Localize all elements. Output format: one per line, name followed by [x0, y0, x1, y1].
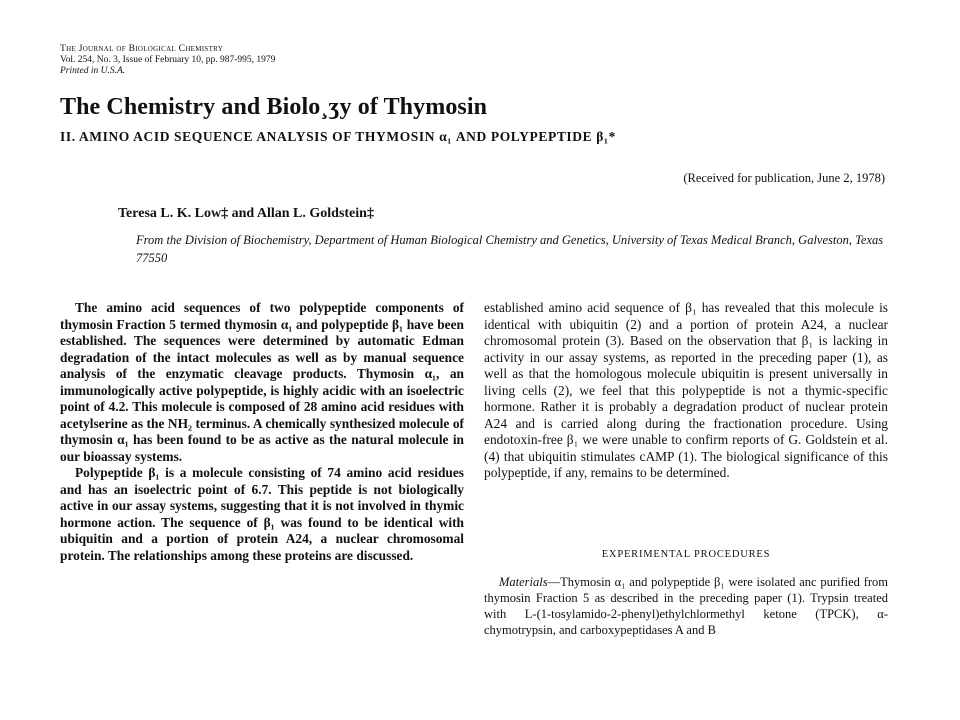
journal-header [60, 44, 275, 77]
journal-issue: Vol. 254, No. 3, Issue of February 10, pp. 987-995, 1979 [60, 55, 276, 65]
intro-paragraph: established amino acid sequence of β₁ has revealed that this molecule is identical with ubiquitin (2) and a portion of protein A24, a nuclear chromosomal protein (3). Based on the observation that β₁ is lacking in activity in our assay systems, as reported in the preceding paper (1), as well as that the homologous molecule ubiquitin is present universally in living cells (2), we feel that this polypeptide is not a thymic-specific hormone. Rather it is probably a degradation product of nuclear protein A24 and is carried along during the fractionation procedure. Using endotoxin-free β₁ we were unable to confirm reports of G. Goldstein et al. (4) that ubiquitin stimulates cAMP (1). The biological significance of this polypeptide, if any, remains to be determined. [484, 300, 888, 480]
article-title: The Chemistry and Biolo¸ʒy of Thymosin [60, 94, 488, 120]
materials-lead: Materials [499, 575, 548, 589]
received-date: (Received for publication, June 2, 1978) [683, 171, 885, 185]
materials-section [484, 574, 888, 638]
abstract-paragraph-1: The amino acid sequences of two polypeptide components of thymosin Fraction 5 termed thymosin α₁ and polypeptide β₁ have been established. The sequences were determined by automatic Edman degradation of the intact molecules as well as by manual sequence analysis of the enzymatic cleavage products. Thymosin α₁, an immunologically active polypeptide, is highly acidic with an isoelectric point of 4.2. This molecule is composed of 28 amino acid residues with acetylserine as the NH₂ terminus. A chemically synthesized molecule of thymosin α₁ has been found to be as active as the natural molecule in our bioassay systems. [60, 300, 464, 464]
article-subtitle: II. AMINO ACID SEQUENCE ANALYSIS OF THYMOSIN α₁ AND POLYPEPTIDE β₁* [60, 129, 616, 144]
materials-paragraph [484, 574, 888, 638]
materials-text: —Thymosin α₁ and polypeptide β₁ were isolated anc purified from thymosin Fraction 5 as described in the preceding paper (1). Trypsin treated with L-(1-tosylamido-2-phenyl)ethylchlormethyl ketone (TPCK), α-chymotrypsin, and carboxypeptidases A and B [484, 575, 888, 637]
printed-notice: Printed in U.S.A. [60, 66, 126, 76]
body-column-right [484, 300, 888, 482]
journal-name: The Journal of Biological Chemistry [60, 44, 224, 54]
section-heading: EXPERIMENTAL PROCEDURES [601, 549, 771, 560]
affiliation: From the Division of Biochemistry, Department of Human Biological Chemistry and Genetics, University of Texas Medical Branch, Galveston, Texas 77550 [136, 233, 884, 265]
authors: Teresa L. K. Low‡ and Allan L. Goldstein‡ [118, 206, 374, 221]
abstract [60, 300, 464, 564]
abstract-paragraph-2: Polypeptide β₁ is a molecule consisting of 74 amino acid residues and has an isoelectric point of 6.7. This peptide is not biologically active in our assay systems, suggesting that it is not involved in thymic hormone action. The sequence of β₁ was found to be identical with ubiquitin and a portion of protein A24, a nuclear chromosomal protein. The relationships among these proteins are discussed. [60, 465, 464, 563]
